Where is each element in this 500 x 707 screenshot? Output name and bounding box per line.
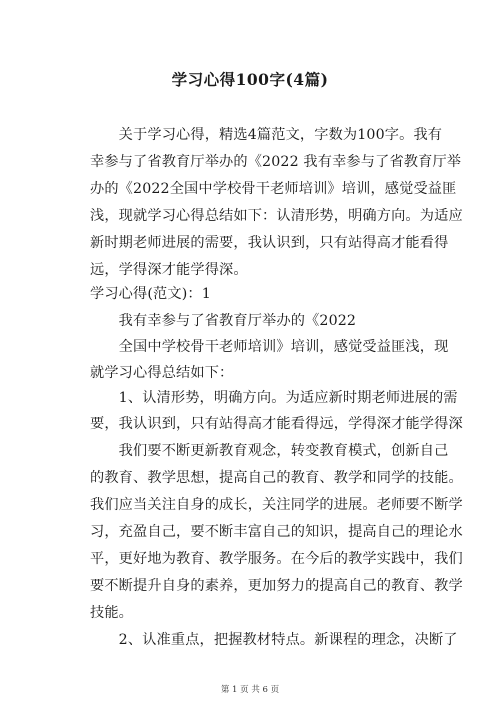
body-line: 要，我认识到，只有站得高才能看得远，学得深才能学得深 <box>90 416 463 432</box>
body-line: 就学习心得总结如下： <box>90 365 234 381</box>
body-line: 2、认准重点，把握教材特点。新课程的理念，决断了 <box>90 632 458 648</box>
body-line: 我们应当关注自身的成长，关注同学的进展。老师要不断学 <box>90 497 463 513</box>
body-line: 平，更好地为教育、教学服务。在今后的教学实践中，我们 <box>90 551 463 567</box>
body-line: 的教育、教学思想，提高自己的教育、教学和同学的技能。 <box>90 470 463 486</box>
body-line: 办的《2022全国中学校骨干老师培训》培训，感觉受益匪 <box>90 181 457 197</box>
document-title: 学习心得100字(4篇) <box>171 70 329 89</box>
body-line: 关于学习心得，精选4篇范文，字数为100字。我有 <box>90 127 443 143</box>
body-line: 幸参与了省教育厅举办的《2022 我有幸参与了省教育厅举 <box>90 154 462 170</box>
body-line: 浅，现就学习心得总结如下：认清形势，明确方向。为适应 <box>90 208 463 224</box>
body-line: 1、认清形势，明确方向。为适应新时期老师进展的需 <box>90 390 458 406</box>
body-line: 我有幸参与了省教育厅举办的《2022 <box>90 313 357 329</box>
body-line: 要不断提升自身的素养，更加努力的提高自己的教育、教学 <box>90 578 463 594</box>
page-footer: 第 1 页 共 6 页 <box>220 685 280 695</box>
body-line: 新时期老师进展的需要，我认识到，只有站得高才能看得 <box>90 235 449 251</box>
body-line: 全国中学校骨干老师培训》培训，感觉受益匪浅，现 <box>90 339 449 355</box>
body-line: 习，充盈自己，要不断丰富自己的知识，提高自己的理论水 <box>90 524 463 540</box>
section-heading: 学习心得(范文)：1 <box>90 286 211 302</box>
body-line: 我们要不断更新教育观念，转变教育模式，创新自己 <box>90 443 449 459</box>
body-line: 远，学得深才能学得深。 <box>90 262 248 278</box>
body-line: 技能。 <box>90 605 134 621</box>
